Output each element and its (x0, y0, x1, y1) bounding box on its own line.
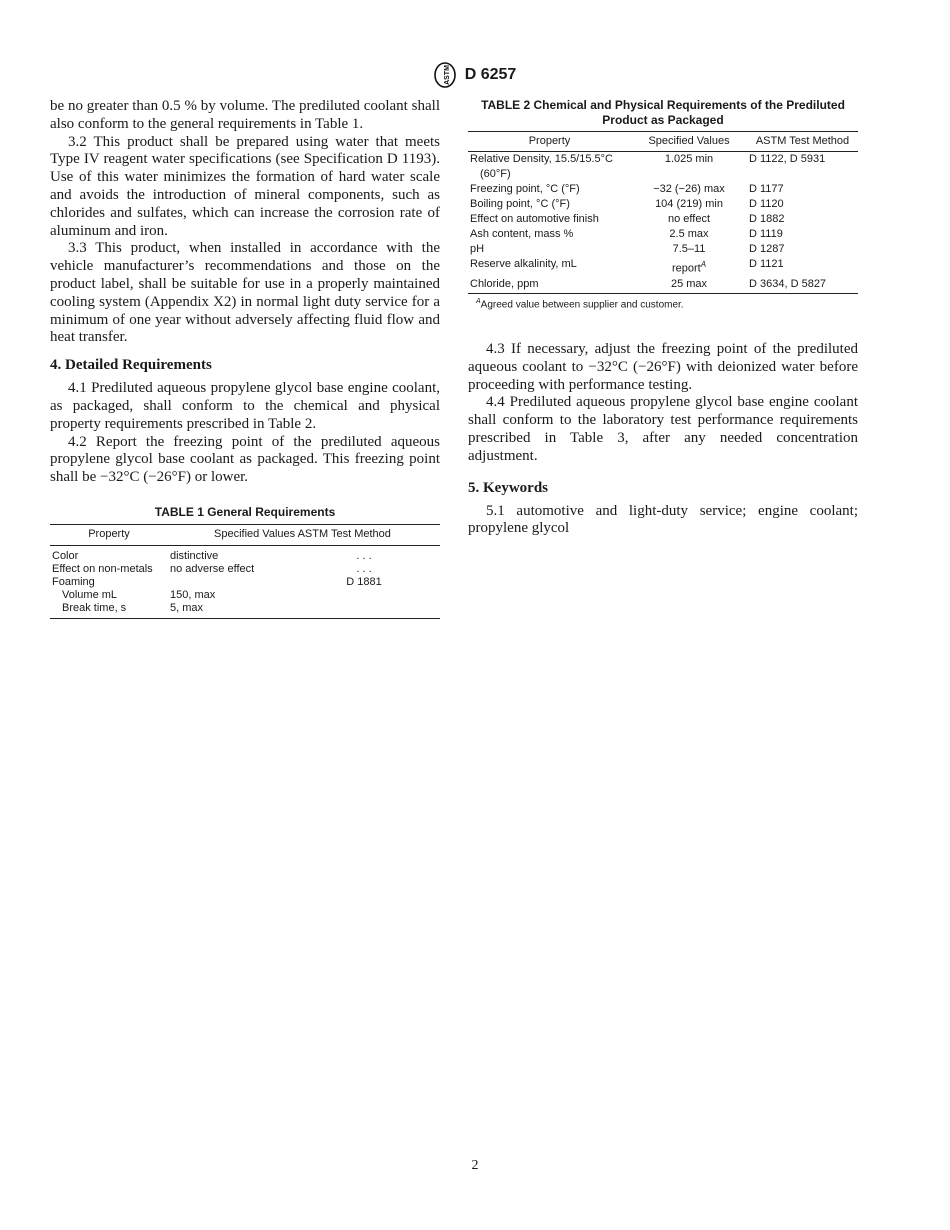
cell-property-text: Relative Density, 15.5/15.5°C (470, 153, 613, 165)
table-2-header-method: ASTM Test Method (747, 132, 858, 152)
cell-value: 104 (219) min (655, 198, 723, 210)
cell-property: Freezing point, °C (°F) (470, 183, 580, 195)
table-row (50, 589, 440, 602)
table-row (468, 152, 858, 183)
table-row (50, 563, 440, 576)
table-row (468, 227, 858, 242)
table-2-header-values: Specified Values (631, 132, 747, 152)
page-header (0, 62, 950, 88)
cell-method: D 1177 (749, 183, 784, 195)
svg-text:ASTM: ASTM (443, 65, 451, 85)
cell-property: Color (52, 549, 79, 562)
page-number: 2 (471, 1158, 479, 1173)
table-2 (468, 131, 858, 294)
cell-method: . . . (356, 549, 372, 562)
cell-property: Volume mL (62, 588, 118, 601)
table-2-footnote (468, 298, 858, 310)
paragraph-3-3: 3.3 This product, when installed in accordance with the vehicle manufacturer’s recommendations and those on the product label, shall be suitable for use in a properly maintained cooling system (Appendix X2) in normal light duty service for a minimum of one year without adversely affecting fluid flow and heat transfer. (50, 240, 440, 346)
astm-logo-icon (434, 62, 456, 88)
table-2-caption: TABLE 2 Chemical and Physical Requirements of the Prediluted Product as Packaged (481, 98, 845, 127)
cell-method: D 1882 (749, 213, 785, 225)
cell-value-text: report (671, 262, 701, 275)
table-2-header-property: Property (468, 132, 631, 152)
left-column (50, 98, 440, 619)
table-row (468, 197, 858, 212)
cell-method: D 1119 (749, 228, 783, 240)
cell-value: no effect (668, 213, 710, 225)
table-row (468, 277, 858, 294)
cell-property: Reserve alkalinity, mL (470, 258, 577, 270)
cell-value: 2.5 max (669, 228, 709, 240)
paragraph-4-4: 4.4 Prediluted aqueous propylene glycol base engine coolant shall conform to the laboratory test performance requirements prescribed in Table 3, after any needed concentration adjustment. (468, 394, 858, 464)
footnote-marker: A (700, 260, 707, 269)
table-1 (50, 524, 440, 619)
table-row (468, 257, 858, 277)
cell-method (288, 602, 440, 619)
paragraph-intro: be no greater than 0.5 % by volume. The prediluted coolant shall also conform to the general requirements in Table 1. (50, 98, 440, 132)
paragraph-4-2: 4.2 Report the freezing point of the prediluted aqueous propylene glycol base coolant as packaged. This freezing point shall be −32°C (−26°F) or lower. (50, 433, 440, 486)
cell-value: 7.5–11 (672, 243, 706, 255)
cell-value: −32 (−26) max (653, 183, 725, 195)
cell-value: 5, max (168, 602, 288, 619)
cell-property: Chloride, ppm (468, 277, 631, 294)
table-1-header-values-method: Specified Values ASTM Test Method (168, 524, 440, 545)
table-row (468, 182, 858, 197)
table-row (50, 545, 440, 563)
cell-method: D 3634, D 5827 (747, 277, 858, 294)
footnote-text: Agreed value between supplier and customer. (480, 298, 684, 310)
cell-method: D 1287 (749, 243, 785, 255)
section-4-heading: 4. Detailed Requirements (50, 357, 212, 374)
table-row (50, 576, 440, 589)
cell-method: D 1120 (749, 198, 784, 210)
cell-method: D 1881 (346, 575, 382, 588)
cell-value (168, 576, 288, 589)
cell-property: Foaming (52, 575, 95, 588)
cell-value (631, 257, 747, 277)
cell-method: . . . (356, 562, 372, 575)
cell-method: D 1121 (749, 258, 784, 270)
table-row (468, 242, 858, 257)
section-5-heading: 5. Keywords (468, 479, 548, 496)
footnote-marker: A (476, 297, 481, 305)
cell-value: 150, max (170, 588, 216, 601)
paragraph-4-3: 4.3 If necessary, adjust the freezing point of the prediluted aqueous coolant to −32°C (−26°F) with deionized water before proceeding with performance testing. (468, 340, 858, 393)
cell-value: 25 max (631, 277, 747, 294)
cell-property-text-cont: (60°F) (480, 168, 511, 180)
table-1-header-property: Property (50, 524, 168, 545)
cell-property: pH (470, 243, 485, 255)
cell-method: D 1122, D 5931 (749, 153, 826, 165)
cell-value: distinctive (170, 549, 219, 562)
cell-value: no adverse effect (170, 562, 255, 575)
cell-property (468, 152, 631, 183)
cell-property: Boiling point, °C (°F) (470, 198, 570, 210)
right-column (468, 98, 858, 538)
paragraph-4-1: 4.1 Prediluted aqueous propylene glycol base engine coolant, as packaged, shall conform to the chemical and physical property requirements prescribed in Table 2. (50, 380, 440, 432)
cell-method (288, 589, 440, 602)
table-1-caption: TABLE 1 General Requirements (154, 504, 336, 519)
cell-property: Effect on automotive finish (470, 213, 599, 225)
table-row (468, 212, 858, 227)
cell-property: Effect on non-metals (52, 562, 153, 575)
paragraph-5-1: 5.1 automotive and light-duty service; engine coolant; propylene glycol (468, 502, 858, 537)
paragraph-3-2: 3.2 This product shall be prepared using water that meets Type IV reagent water specifications (see Specification D 1193). Use of this water minimizes the formation of hard water scale and avoids the introduction of mineral components, such as chlorides and sulfates, which can increase the corrosion rate of aluminum and iron. (50, 133, 440, 239)
cell-property: Ash content, mass % (470, 228, 574, 240)
document-designation: D 6257 (464, 66, 517, 83)
table-row (50, 602, 440, 619)
cell-property: Break time, s (50, 602, 168, 619)
cell-value: 1.025 min (664, 153, 714, 165)
